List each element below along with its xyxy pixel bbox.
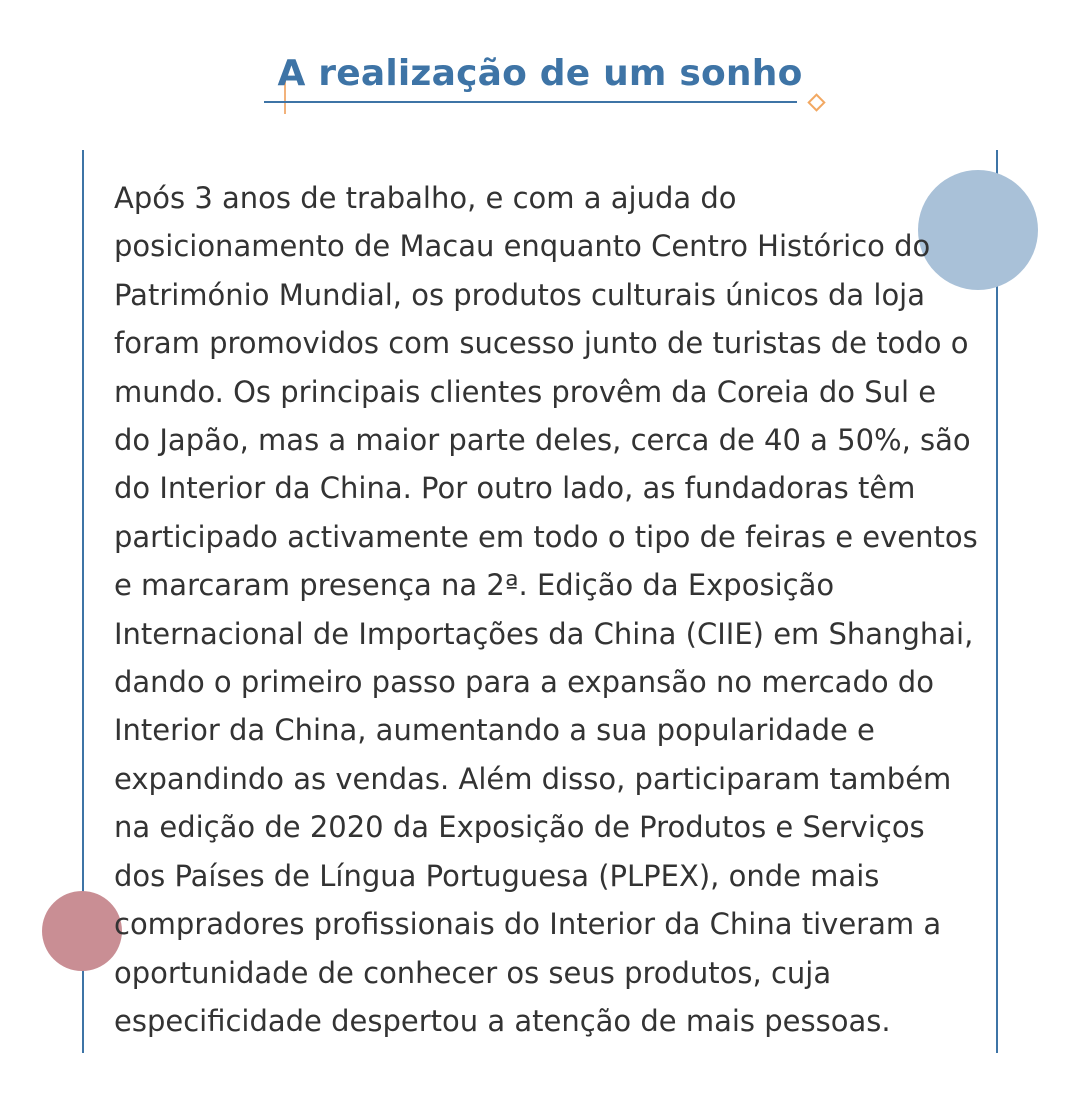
paragraph-line: Internacional de Importações da China (CIIE) em Shanghai,: [114, 616, 974, 651]
title-underline: [264, 101, 797, 103]
paragraph-line: foram promovidos com sucesso junto de turistas de todo o: [114, 326, 969, 361]
decorative-circle-red: [42, 891, 122, 971]
paragraph-line: Após 3 anos de trabalho, e com a ajuda do: [114, 181, 737, 215]
paragraph-line: Património Mundial, os produtos culturais únicos da loja: [114, 277, 926, 312]
article-paragraph: [114, 174, 980, 1045]
paragraph-line: especificidade despertou a atenção de mais pessoas.: [114, 1003, 891, 1038]
paragraph-line: Interior da China, aumentando a sua popularidade e: [114, 713, 875, 748]
paragraph-line: e marcaram presença na 2ª. Edição da Exposição: [114, 568, 835, 603]
paragraph-line: expandindo as vendas. Além disso, participaram também: [114, 761, 952, 796]
paragraph-line: oportunidade de conhecer os seus produtos, cuja: [114, 955, 832, 990]
paragraph-line: na edição de 2020 da Exposição de Produtos e Serviços: [114, 810, 925, 845]
paragraph-line: dando o primeiro passo para a expansão no mercado do: [114, 665, 934, 700]
paragraph-line: compradores profissionais do Interior da China tiveram a: [114, 907, 942, 942]
page-title: A realização de um sonho: [277, 53, 803, 94]
title-block: [0, 46, 1080, 126]
paragraph-line: do Interior da China. Por outro lado, as fundadoras têm: [114, 471, 916, 506]
paragraph-line: dos Países de Língua Portuguesa (PLPEX), onde mais: [114, 858, 880, 893]
paragraph-line: do Japão, mas a maior parte deles, cerca de 40 a 50%, são: [114, 423, 971, 458]
paragraph-line: posicionamento de Macau enquanto Centro Histórico do: [114, 229, 931, 264]
paragraph-line: participado activamente em todo o tipo de feiras e eventos: [114, 519, 978, 554]
paragraph-line: mundo. Os principais clientes provêm da Coreia do Sul e: [114, 374, 937, 409]
